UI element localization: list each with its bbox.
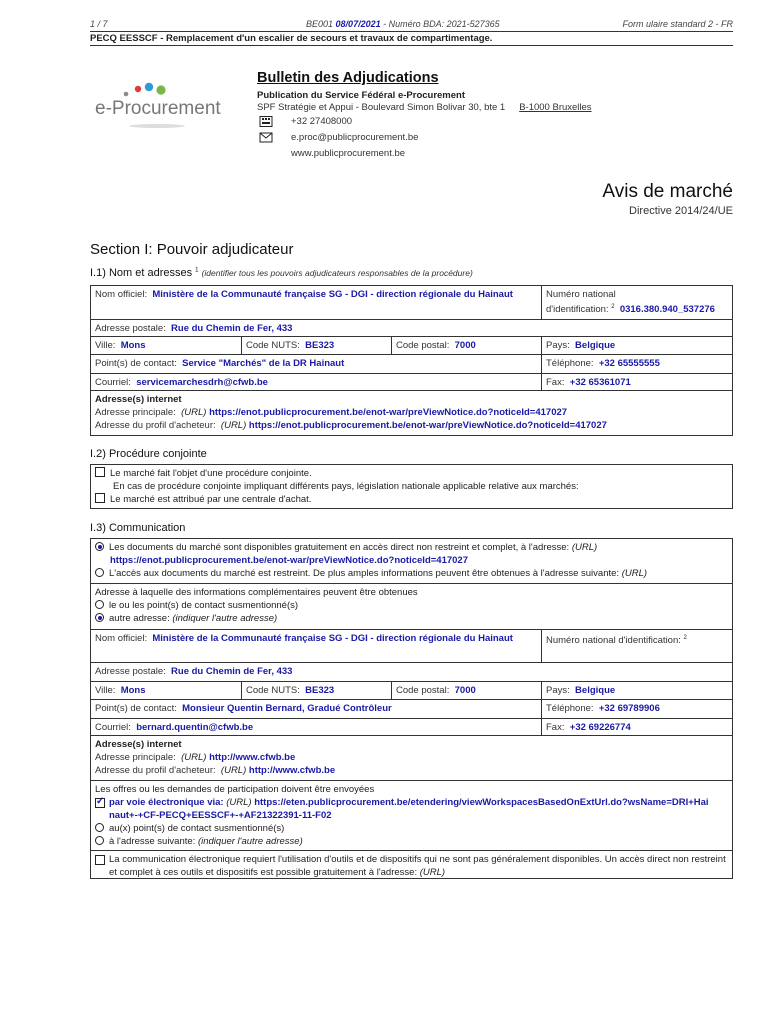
i3-docs-url[interactable]: https://enot.publicprocurement.be/enot-war/preViewNotice.do?noticeId=417027: [110, 555, 468, 566]
i1-box: [90, 285, 733, 436]
phone-icon: [257, 116, 275, 127]
i3-info-contact[interactable]: le ou les point(s) de contact susmentionné(s): [95, 599, 728, 612]
i3-docs-restricted[interactable]: L'accès aux documents du marché est restreint. De plus amples informations peuvent être obtenues à l'adresse suivante: (URL): [95, 567, 728, 580]
i3-country: Pays: Belgique: [541, 682, 734, 699]
header-divider-2: [90, 45, 733, 46]
i3-docs-free[interactable]: Les documents du marché sont disponibles gratuitement en accès direct non restreint et complet, à l'adresse: (URL): [95, 541, 728, 554]
i3-contact-point: Point(s) de contact: Monsieur Quentin Bernard, Gradué Contrôleur: [95, 703, 392, 714]
logo-dot-blue: [145, 83, 153, 91]
bulletin-subtitle: Publication du Service Fédéral e-Procurement: [257, 90, 466, 101]
docs-restricted-radio[interactable]: [95, 568, 104, 577]
i2-joint-procedure[interactable]: Le marché fait l'objet d'une procédure conjointe.: [95, 467, 728, 480]
i3-fax: Fax: +32 69226774: [541, 719, 734, 735]
i2-joint-note: En cas de procédure conjointe impliquant différents pays, législation nationale applicable relative aux marchés:: [113, 481, 579, 492]
logo-text: e-Procurement: [95, 98, 221, 119]
offers-address-radio[interactable]: [95, 836, 104, 845]
i1-main-url[interactable]: Adresse principale: (URL) https://enot.publicprocurement.be/enot-war/preViewNotice.do?noticeId=417027: [95, 407, 568, 418]
i1-buyer-profile-url[interactable]: Adresse du profil d'acheteur: (URL) https://enot.publicprocurement.be/enot-war/preViewNotice.do?noticeId=417027: [95, 420, 607, 431]
i1-fax: Fax: +32 65361071: [541, 374, 734, 390]
i1-contact-point: Point(s) de contact: Service "Marchés" de la DR Hainaut: [95, 358, 345, 369]
i3-national-id: Numéro national d'identification: $^2$: [541, 630, 734, 662]
bulletin-phone: +32 27408000: [257, 116, 352, 127]
i1-postal-address: Adresse postale: Rue du Chemin de Fer, 433: [95, 323, 293, 334]
section-title: Section I: Pouvoir adjudicateur: [90, 241, 294, 258]
logo-dot-red: [135, 86, 141, 92]
i3-offers-label: Les offres ou les demandes de participation doivent être envoyées: [95, 784, 375, 795]
i1-nuts: Code NUTS: BE323: [241, 337, 391, 354]
i3-offers-electronic[interactable]: ✓ par voie électronique via: (URL) https://eten.publicprocurement.be/etendering/viewWorkspacesBasedOnExtUrl.do?wsName=DRI+Hainaut+-+CF-PECQ+EESSCF+-+AF21322391-11-F02: [95, 796, 709, 822]
joint-procedure-checkbox[interactable]: [95, 467, 105, 477]
logo-dot-green: [156, 85, 165, 94]
i2-box: [90, 464, 733, 509]
notice-directive: Directive 2014/24/UE: [629, 205, 733, 217]
bulletin-title: Bulletin des Adjudications: [257, 70, 439, 86]
i3-buyer-profile-url[interactable]: Adresse du profil d'acheteur: (URL) http://www.cfwb.be: [95, 765, 336, 776]
i3-nuts: Code NUTS: BE323: [241, 682, 391, 699]
docs-free-radio[interactable]: [95, 542, 104, 551]
electronic-tools-checkbox[interactable]: [95, 855, 105, 865]
i3-postal-address: Adresse postale: Rue du Chemin de Fer, 433: [95, 666, 293, 677]
i3-main-url[interactable]: Adresse principale: (URL) http://www.cfwb.be: [95, 752, 296, 763]
e-procurement-logo: [95, 80, 220, 130]
bulletin-web: www.publicprocurement.be: [291, 148, 406, 159]
bulletin-city: B-1000 Bruxelles: [519, 102, 592, 113]
info-contact-radio[interactable]: [95, 600, 104, 609]
notice-subject: PECQ EESSCF - Remplacement d'un escalier de secours et travaux de compartimentage.: [90, 33, 493, 44]
i3-offers-address[interactable]: à l'adresse suivante: (indiquer l'autre adresse): [95, 835, 728, 848]
i3-internet-label: Adresse(s) internet: [95, 739, 182, 750]
i2-heading: I.2) Procédure conjointe: [90, 448, 207, 460]
i3-city: Ville: Mons: [95, 685, 146, 696]
i1-country: Pays: Belgique: [541, 337, 734, 354]
doc-date: 08/07/2021: [335, 19, 381, 29]
i1-phone: Téléphone: +32 65555555: [541, 355, 734, 373]
notice-title: Avis de marché: [602, 181, 733, 202]
bulletin-address: SPF Stratégie et Appui - Boulevard Simon Bolivar 30, bte 1 B-1000 Bruxelles: [257, 102, 592, 113]
offers-electronic-checkbox[interactable]: [95, 798, 105, 808]
i1-heading: I.1) Nom et adresses $^1$ (identifier tous les pouvoirs adjudicateurs responsables de la procédure): [90, 267, 473, 279]
doc-reference: BE001 08/07/2021 - Numéro BDA: 2021-527365: [306, 19, 500, 29]
i3-official-name: Nom officiel: Ministère de la Communauté française SG - DGI - direction régionale du Hainaut: [95, 633, 513, 644]
i3-box: [90, 538, 733, 879]
i3-info-other[interactable]: autre adresse: (indiquer l'autre adresse): [95, 612, 728, 625]
header-divider: [90, 31, 733, 32]
i3-phone: Téléphone: +32 69789906: [541, 700, 734, 718]
bulletin-email: e.proc@publicprocurement.be: [257, 132, 418, 143]
envelope-icon: [257, 132, 275, 143]
i3-offers-contact[interactable]: au(x) point(s) de contact susmentionné(s): [95, 822, 728, 835]
i1-city: Ville: Mons: [95, 340, 146, 351]
i3-info-label: Adresse à laquelle des informations complémentaires peuvent être obtenues: [95, 587, 418, 598]
i2-central-purchasing[interactable]: Le marché est attribué par une centrale d'achat.: [95, 493, 728, 506]
i3-email[interactable]: Courriel: bernard.quentin@cfwb.be: [95, 722, 254, 733]
central-purchasing-checkbox[interactable]: [95, 493, 105, 503]
page-number: 1 / 7: [90, 19, 108, 29]
i1-internet-label: Adresse(s) internet: [95, 394, 182, 405]
i1-postal-code: Code postal: 7000: [391, 337, 541, 354]
i1-email[interactable]: Courriel: servicemarchesdrh@cfwb.be: [95, 377, 268, 388]
form-label: Form ulaire standard 2 - FR: [622, 19, 733, 29]
offers-contact-radio[interactable]: [95, 823, 104, 832]
i3-electronic-tools[interactable]: La communication électronique requiert l'utilisation d'outils et de dispositifs qui ne sont pas généralement disponibles. Un accès direct non restreint et complet à ces outils et dispositifs est possible gratuitement à l'adresse: (URL): [91, 851, 732, 880]
i1-official-name: Nom officiel: Ministère de la Communauté française SG - DGI - direction régionale du Hainaut: [95, 289, 513, 300]
i1-national-id: Numéro national d'identification: $^2$ 0316.380.940_537276: [541, 286, 734, 319]
i3-postal-code: Code postal: 7000: [391, 682, 541, 699]
i3-heading: I.3) Communication: [90, 522, 186, 534]
info-other-radio[interactable]: [95, 613, 104, 622]
logo-dot-grey: [124, 92, 129, 97]
